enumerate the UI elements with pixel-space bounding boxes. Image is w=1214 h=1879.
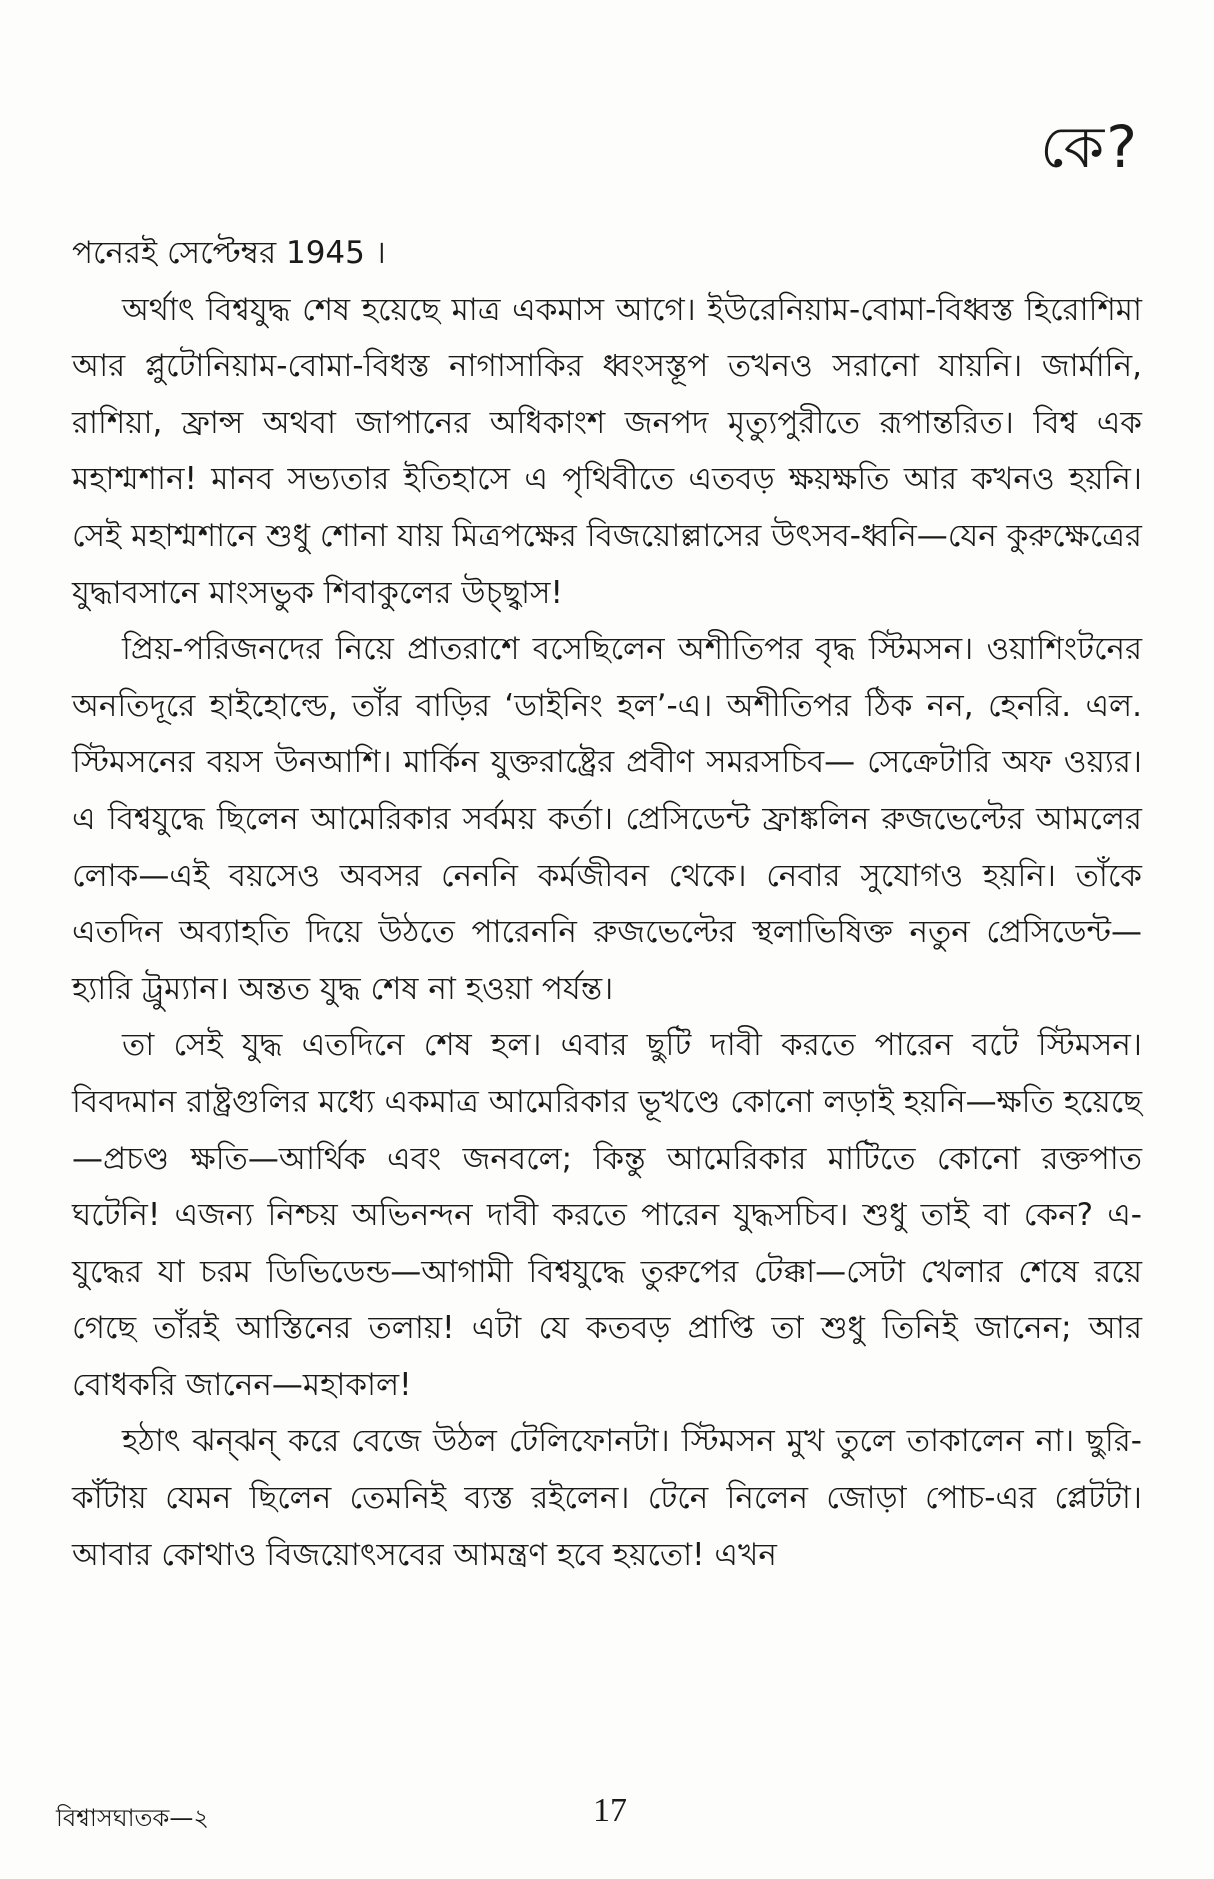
body-text	[72, 225, 1142, 1583]
dateline-paragraph: পনেরই সেপ্টেম্বর 1945 ।	[72, 235, 386, 271]
paragraph: অর্থাৎ বিশ্বযুদ্ধ শেষ হয়েছে মাত্র একমাস আগে। ইউরেনিয়াম-বোমা-বিধ্বস্ত হিরোশিমা আর প্লুটোনিয়াম-বোমা-বিধস্ত নাগাসাকির ধ্বংসস্তূপ তখনও সরানো যায়নি। জার্মানি, রাশিয়া, ফ্রান্স অথবা জাপানের অধিকাংশ জনপদ মৃত্যুপুরীতে রূপান্তরিত। বিশ্ব এক মহাশ্মশান! মানব সভ্যতার ইতিহাসে এ পৃথিবীতে এতবড় ক্ষয়ক্ষতি আর কখনও হয়নি। সেই মহাশ্মশানে শুধু শোনা যায় মিত্রপক্ষের বিজয়োল্লাসের উৎসব-ধ্বনি—যেন কুরুক্ষেত্রের যুদ্ধাবসানে মাংসভুক শিবাকুলের উচ্ছ্বাস!	[72, 291, 1142, 611]
chapter-title: কে?	[1040, 113, 1139, 181]
paragraph: হঠাৎ ঝন্‌ঝন্ করে বেজে উঠল টেলিফোনটা। স্টিমসন মুখ তুলে তাকালেন না। ছুরি-কাঁটায় যেমন ছিলেন তেমনিই ব্যস্ত রইলেন। টেনে নিলেন জোড়া পোচ-এর প্লেটটা। আবার কোথাও বিজয়োৎসবের আমন্ত্রণ হবে হয়তো! এখন	[72, 1423, 1142, 1573]
paragraph: তা সেই যুদ্ধ এতদিনে শেষ হল। এবার ছুটি দাবী করতে পারেন বটে স্টিমসন। বিবদমান রাষ্ট্রগুলির মধ্যে একমাত্র আমেরিকার ভূখণ্ডে কোনো লড়াই হয়নি—ক্ষতি হয়েছে—প্রচণ্ড ক্ষতি—আর্থিক এবং জনবলে; কিন্তু আমেরিকার মাটিতে কোনো রক্তপাত ঘটেনি! এজন্য নিশ্চয় অভিনন্দন দাবী করতে পারেন যুদ্ধসচিব। শুধু তাই বা কেন? এ-যুদ্ধের যা চরম ডিভিডেন্ড—আগামী বিশ্বযুদ্ধে তুরুপের টেক্কা—সেটা খেলার শেষে রয়ে গেছে তাঁরই আস্তিনের তলায়! এটা যে কতবড় প্রাপ্তি তা শুধু তিনিই জানেন; আর বোধকরি জানেন—মহাকাল!	[72, 1027, 1142, 1403]
page-number: 17	[593, 1792, 627, 1829]
footer-book-title: বিশ্বাসঘাতক—২	[56, 1804, 209, 1832]
paragraph: প্রিয়-পরিজনদের নিয়ে প্রাতরাশে বসেছিলেন অশীতিপর বৃদ্ধ স্টিমসন। ওয়াশিংটনের অনতিদূরে হাইহোল্ডে, তাঁর বাড়ির ‘ডাইনিং হল’-এ। অশীতিপর ঠিক নন, হেনরি. এল. স্টিমসনের বয়স উনআশি। মার্কিন যুক্তরাষ্ট্রের প্রবীণ সমরসচিব— সেক্রেটারি অফ ওয়্যর। এ বিশ্বযুদ্ধে ছিলেন আমেরিকার সর্বময় কর্তা। প্রেসিডেন্ট ফ্রাঙ্কলিন রুজভেল্টের আমলের লোক—এই বয়সেও অবসর নেননি কর্মজীবন থেকে। নেবার সুযোগও হয়নি। তাঁকে এতদিন অব্যাহতি দিয়ে উঠতে পারেননি রুজভেল্টের স্থলাভিষিক্ত নতুন প্রেসিডেন্ট—হ্যারি ট্রুম্যান। অন্তত যুদ্ধ শেষ না হওয়া পর্যন্ত।	[72, 631, 1142, 1007]
page-footer	[0, 1792, 1214, 1832]
